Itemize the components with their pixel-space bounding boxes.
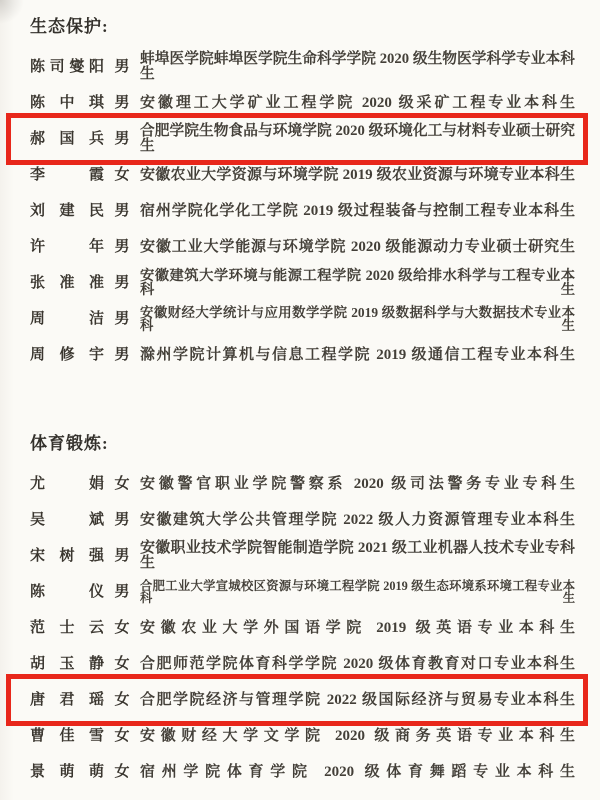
student-name: 陈司燮阳	[30, 58, 104, 75]
student-name: 宋树强	[30, 547, 104, 564]
student-description: 安徽建筑大学公共管理学院 2022 级人力资源管理专业本科生	[140, 511, 575, 528]
student-row	[30, 646, 575, 682]
student-description: 合肥学院经济与管理学院 2022 级国际经济与贸易专业本科生	[140, 691, 575, 708]
student-name: 曹佳雪	[30, 727, 104, 744]
section-title: 生态保护:	[30, 17, 109, 36]
student-description: 安徽工业大学能源与环境学院 2020 级能源动力专业硕士研究生	[140, 238, 575, 255]
award-section	[30, 429, 575, 790]
student-gender: 男	[114, 346, 130, 363]
student-name: 刘建民	[30, 202, 104, 219]
student-row	[30, 466, 575, 502]
award-section	[30, 12, 575, 373]
student-gender: 男	[114, 130, 130, 147]
student-row	[30, 85, 575, 121]
student-description: 滁州学院计算机与信息工程学院 2019 级通信工程专业本科生	[140, 346, 575, 363]
section-title: 体育锻炼:	[30, 434, 109, 453]
student-row	[30, 157, 575, 193]
student-row	[30, 682, 575, 718]
student-row	[30, 337, 575, 373]
student-name: 陈中琪	[30, 94, 104, 111]
student-name: 胡玉静	[30, 655, 104, 672]
student-row	[30, 265, 575, 301]
student-description: 安徽财经大学文学院 2020 级商务英语专业本科生	[140, 727, 575, 744]
student-row	[30, 301, 575, 337]
student-name: 李霞	[30, 166, 104, 183]
student-gender: 女	[114, 691, 130, 708]
student-name: 尤娟	[30, 475, 104, 492]
student-gender: 男	[114, 583, 130, 600]
student-gender: 男	[114, 202, 130, 219]
student-name: 许年	[30, 238, 104, 255]
student-gender: 女	[114, 619, 130, 636]
student-description: 宿州学院体育学院 2020 级体育舞蹈专业本科生	[140, 763, 575, 780]
student-row	[30, 49, 575, 85]
student-name: 周洁	[30, 310, 104, 327]
student-description: 合肥学院生物食品与环境学院 2020 级环境化工与材料专业硕士研究生	[140, 123, 575, 154]
student-description: 安徽理工大学矿业工程学院 2020 级采矿工程专业本科生	[140, 94, 575, 111]
student-row	[30, 538, 575, 574]
student-gender: 女	[114, 763, 130, 780]
student-gender: 男	[114, 58, 130, 75]
student-row	[30, 718, 575, 754]
student-name: 郝国兵	[30, 130, 104, 147]
student-row	[30, 502, 575, 538]
student-row	[30, 193, 575, 229]
student-description: 安徽农业大学外国语学院 2019 级英语专业本科生	[140, 619, 575, 636]
student-description: 安徽职业技术学院智能制造学院 2021 级工业机器人技术专业专科生	[140, 540, 575, 571]
student-description: 安徽农业大学资源与环境学院 2019 级农业资源与环境专业本科生	[140, 166, 575, 183]
student-row	[30, 121, 575, 157]
student-name: 吴斌	[30, 511, 104, 528]
student-gender: 男	[114, 274, 130, 291]
sections-container	[30, 12, 575, 790]
student-gender: 女	[114, 475, 130, 492]
section-rows	[30, 49, 575, 373]
student-name: 周修宇	[30, 346, 104, 363]
student-gender: 男	[114, 547, 130, 564]
student-name: 张准准	[30, 274, 104, 291]
student-description: 安徽财经大学统计与应用数学学院 2019 级数据科学与大数据技术专业本科生	[140, 304, 575, 333]
student-gender: 女	[114, 655, 130, 672]
student-name: 范士云	[30, 619, 104, 636]
student-gender: 男	[114, 94, 130, 111]
student-gender: 女	[114, 166, 130, 183]
student-description: 宿州学院化学化工学院 2019 级过程装备与控制工程专业本科生	[140, 202, 575, 219]
section-rows	[30, 466, 575, 790]
student-name: 景萌萌	[30, 763, 104, 780]
student-name: 唐君瑶	[30, 691, 104, 708]
student-row	[30, 229, 575, 265]
student-description: 合肥师范学院体育科学学院 2020 级体育教育对口专业本科生	[140, 655, 575, 672]
student-row	[30, 610, 575, 646]
student-gender: 男	[114, 310, 130, 327]
student-row	[30, 754, 575, 790]
student-description: 蚌埠医学院蚌埠医学院生命科学学院 2020 级生物医学科学专业本科生	[140, 51, 575, 82]
student-gender: 女	[114, 727, 130, 744]
student-gender: 男	[114, 511, 130, 528]
student-description: 合肥工业大学宣城校区资源与环境工程学院 2019 级生态环境系环境工程专业本科生	[140, 578, 575, 605]
student-description: 安徽建筑大学环境与能源工程学院 2020 级给排水科学与工程专业本科生	[140, 267, 575, 298]
student-name: 陈仪	[30, 583, 104, 600]
student-row	[30, 574, 575, 610]
student-gender: 男	[114, 238, 130, 255]
student-description: 安徽警官职业学院警察系 2020 级司法警务专业专科生	[140, 475, 575, 492]
